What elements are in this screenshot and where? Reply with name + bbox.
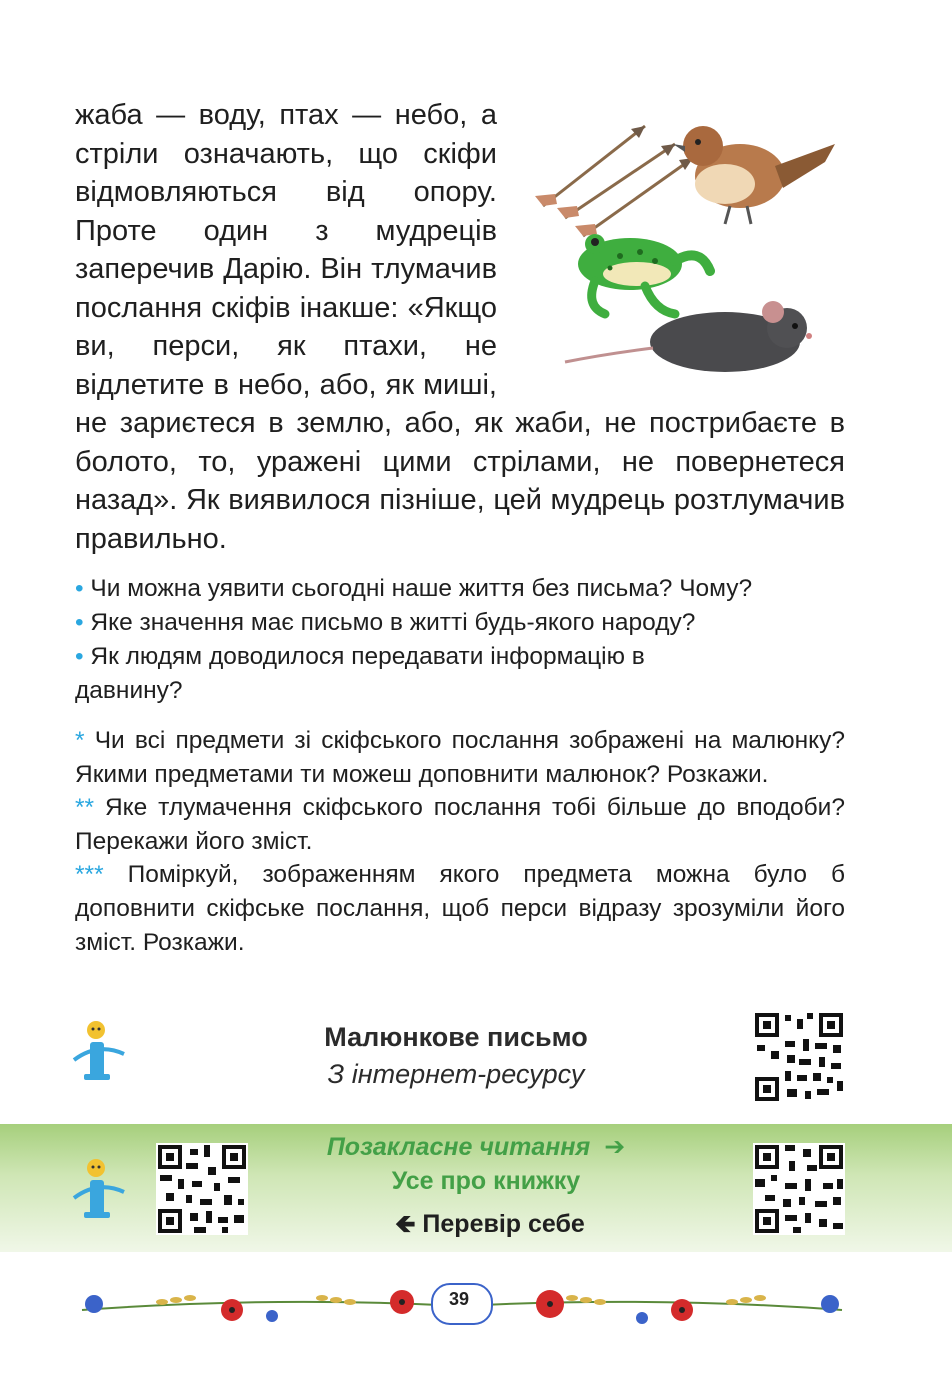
question-item <box>75 640 735 708</box>
bullet: • <box>75 609 84 636</box>
reading-source: З інтернет-ресурсу <box>327 1059 585 1089</box>
bird-frog-mouse-arrows-icon <box>525 96 845 384</box>
extracurricular-reading-label: Позакласне читання <box>326 1133 591 1161</box>
task-item <box>75 724 845 791</box>
all-about-book-link[interactable]: Усе про книжку <box>391 1167 581 1195</box>
task-item <box>75 858 845 959</box>
question-text: Як людям доводилося передавати інформацію в давнину? <box>75 643 645 704</box>
question-item <box>75 572 845 606</box>
leveled-tasks <box>75 724 845 959</box>
difficulty-stars: * <box>75 727 85 754</box>
extracurricular-reading-link[interactable] <box>0 1132 952 1162</box>
question-text: Чи можна уявити сьогодні наше життя без письма? Чому? <box>90 575 753 602</box>
question-text: Яке значення має письмо в житті будь-якого народу? <box>90 609 696 636</box>
difficulty-stars: ** <box>75 794 95 822</box>
reading-title: Малюнкове письмо <box>324 1022 588 1052</box>
arrow-left-icon: 🡸 <box>395 1210 416 1238</box>
task-text: Чи всі предмети зі скіфського послання зображені на малюнку? Якими предметами ти можеш доповнити малюнок? Розкажи. <box>75 727 845 788</box>
task-text: Яке тлумачення скіфського послання тобі більше до вподоби? Перекажи його зміст. <box>75 794 845 855</box>
difficulty-stars: *** <box>75 861 104 889</box>
arrow-right-icon: ➔ <box>604 1133 626 1161</box>
task-text: Поміркуй, зображенням якого предмета можна було б доповнити скіфське послання, щоб перси відразу зрозуміли його зміст. Розкажи. <box>75 861 845 956</box>
main-text <box>75 96 845 558</box>
bullet: • <box>75 575 84 602</box>
qr-code-icon[interactable] <box>753 1011 845 1103</box>
story-paragraph: жаба — воду, птах — небо, а стріли означають, що скіфи відмовляються від опору. Проте один з мудреців заперечив Дарію. Він тлумачив послання скіфів інакше: «Якщо ви, перси, як птахи, не відлетите в небо, або, як миші, не зариєтеся в землю, або, як жаби, не пострибаєте в болото, то, уражені цими стрілами, не повернетеся назад». Як виявилося пізніше, цей мудрець розтлумачив правильно. <box>75 99 845 555</box>
self-check-label: Перевір себе <box>422 1210 585 1238</box>
extra-reading-block <box>0 1014 952 1114</box>
task-item <box>75 791 845 858</box>
self-check-link[interactable] <box>0 1205 952 1248</box>
question-item <box>75 606 845 640</box>
page-number: 39 <box>448 1289 470 1309</box>
bullet: • <box>75 643 84 670</box>
discussion-questions <box>75 572 845 708</box>
scythian-message-illustration <box>525 96 845 384</box>
